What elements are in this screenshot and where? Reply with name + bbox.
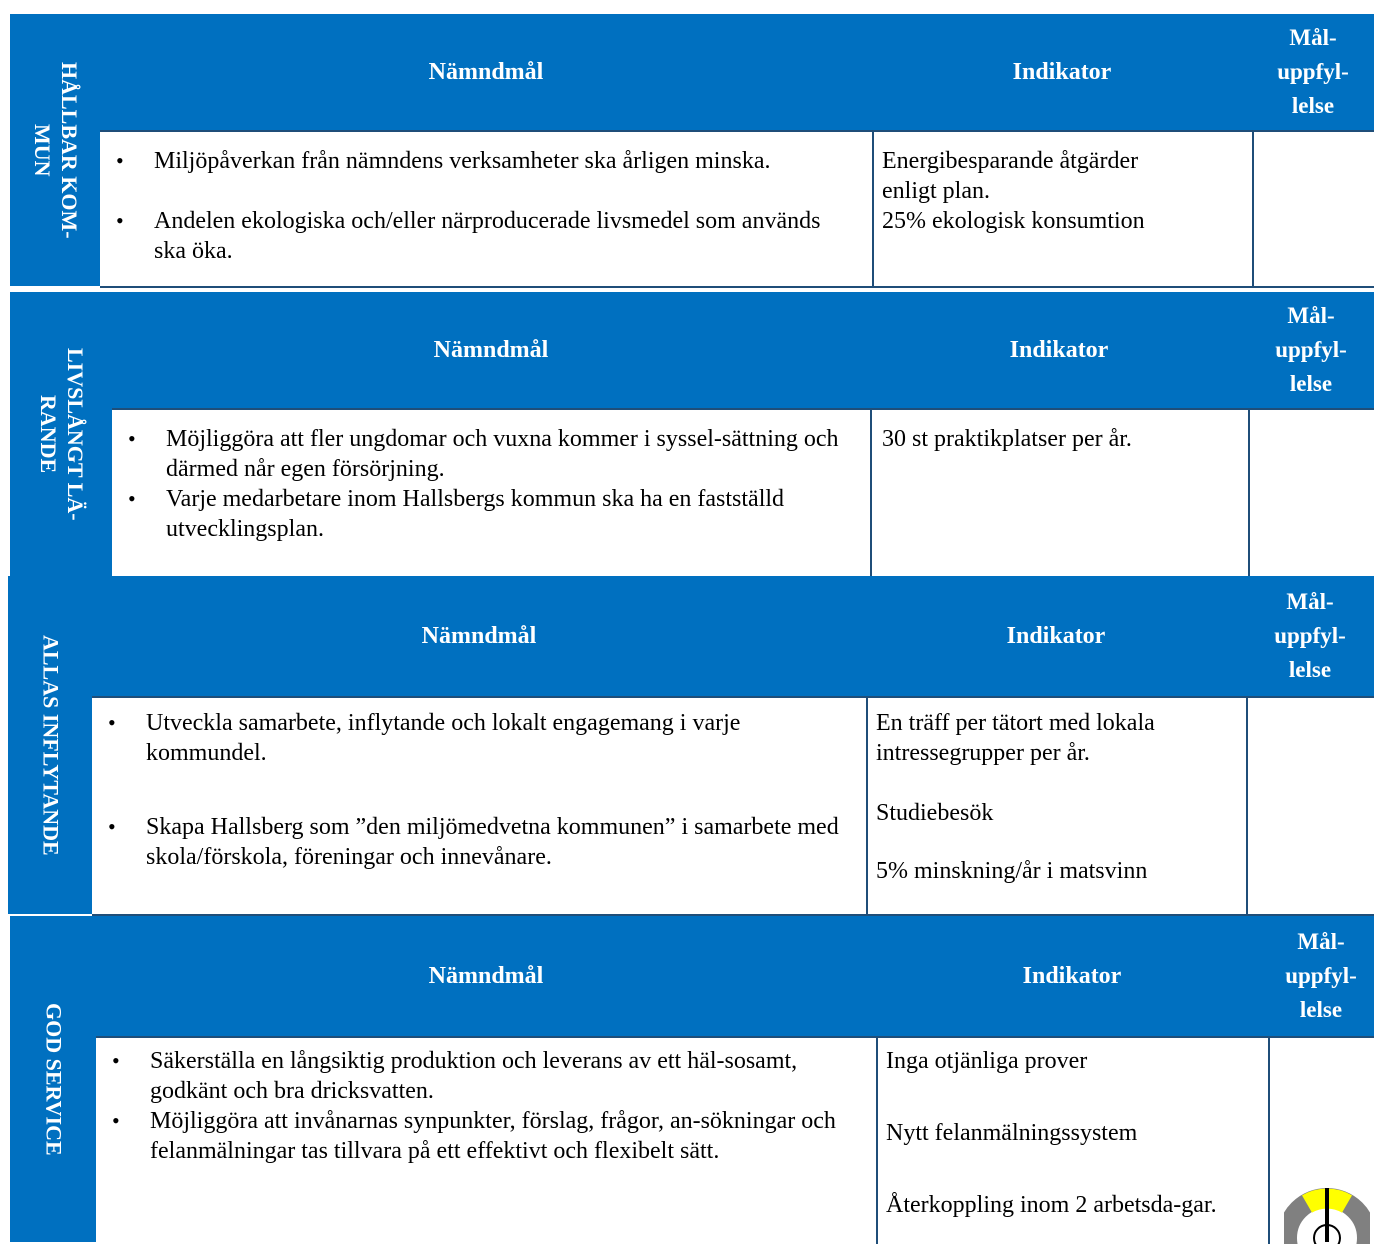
fulfillment-column-header: Mål- uppfyl- lelse [1285, 929, 1357, 1022]
fulfillment-column-header: Mål- uppfyl- lelse [1277, 25, 1349, 118]
goal-column-header: Nämndmål [428, 58, 544, 85]
goal-cell [92, 708, 842, 872]
fulfillment-column-header: Mål- uppfyl- lelse [1275, 303, 1347, 396]
table-header [92, 576, 1374, 696]
indicator-column-header: Indikator [1006, 622, 1106, 649]
column-divider [1268, 1038, 1270, 1244]
goal-item: • Möjliggöra att invånarnas synpunkter, förslag, frågor, an-sökningar och felanmälningar tas tillvara på ett effektivt och flexibelt sätt. [96, 1106, 860, 1166]
column-divider [870, 410, 872, 576]
column-divider [1252, 132, 1254, 286]
indicator-cell [882, 146, 1244, 236]
indicator-item: Nytt felanmälningssystem [886, 1120, 1138, 1146]
column-divider [1248, 410, 1250, 576]
goal-item: • Andelen ekologiska och/eller närproducerade livsmedel som används ska öka. [100, 206, 840, 266]
goal-cell [100, 146, 840, 266]
goal-fulfillment-gauge-icon [1284, 1182, 1370, 1244]
goal-item: • Möjliggöra att fler ungdomar och vuxna kommer i syssel-sättning och därmed når egen försörjning. [112, 424, 852, 484]
column-divider [872, 132, 874, 286]
indicator-item: Studiebesök [876, 800, 994, 826]
indicator-item: 30 st praktikplatser per år. [882, 426, 1132, 452]
column-divider [1246, 698, 1248, 914]
table-row [112, 408, 1374, 576]
section-title-bar [8, 576, 94, 914]
indicator-column-header: Indikator [1009, 336, 1109, 363]
indicator-item: Energibesparande åtgärder enligt plan. 25% ekologisk konsumtion [882, 148, 1145, 234]
section-title: LIVSLÅNGT LÄ- RANDE [36, 347, 88, 521]
goal-column-header: Nämndmål [428, 962, 544, 989]
section-title-bar [10, 292, 114, 576]
indicator-column-header: Indikator [1012, 58, 1112, 85]
goal-cell [112, 424, 852, 544]
indicator-item: Inga otjänliga prover [886, 1048, 1088, 1074]
table-header [112, 292, 1374, 408]
indicator-cell [876, 708, 1238, 886]
goal-column-header: Nämndmål [433, 336, 549, 363]
goal-item: • Miljöpåverkan från nämndens verksamheter ska årligen minska. [100, 146, 840, 206]
indicator-cell [882, 424, 1242, 454]
table-row [96, 1036, 1374, 1244]
indicator-item: En träff per tätort med lokala intressegrupper per år. [876, 710, 1155, 766]
goal-item: • Skapa Hallsberg som ”den miljömedvetna kommunen” i samarbete med skola/förskola, föreningar och innevånare. [92, 812, 842, 872]
goal-cell [96, 1046, 860, 1166]
column-divider [866, 698, 868, 914]
indicator-item: 5% minskning/år i matsvinn [876, 858, 1148, 884]
goal-item: • Utveckla samarbete, inflytande och lokalt engagemang i varje kommundel. [92, 708, 842, 812]
table-row [100, 130, 1374, 288]
goal-item: • Varje medarbetare inom Hallsbergs kommun ska ha en fastställd utvecklingsplan. [112, 484, 852, 544]
section-title: ALLAS INFLYTANDE [38, 634, 64, 856]
table-header [96, 916, 1374, 1036]
indicator-item: Återkoppling inom 2 arbetsda-gar. [886, 1192, 1217, 1218]
goal-item: • Säkerställa en långsiktig produktion och leverans av ett häl-sosamt, godkänt och bra dricksvatten. [96, 1046, 860, 1106]
table-header [100, 14, 1374, 130]
section-title: HÅLLBAR KOM- MUN [30, 61, 82, 239]
fulfillment-column-header: Mål- uppfyl- lelse [1274, 589, 1346, 682]
section-title-bar [10, 14, 102, 286]
indicator-cell [886, 1046, 1262, 1220]
section-title: GOD SERVICE [41, 1002, 67, 1156]
goal-column-header: Nämndmål [421, 622, 537, 649]
table-row [92, 696, 1374, 916]
indicator-column-header: Indikator [1022, 962, 1122, 989]
column-divider [876, 1038, 878, 1244]
section-title-bar [10, 916, 98, 1242]
